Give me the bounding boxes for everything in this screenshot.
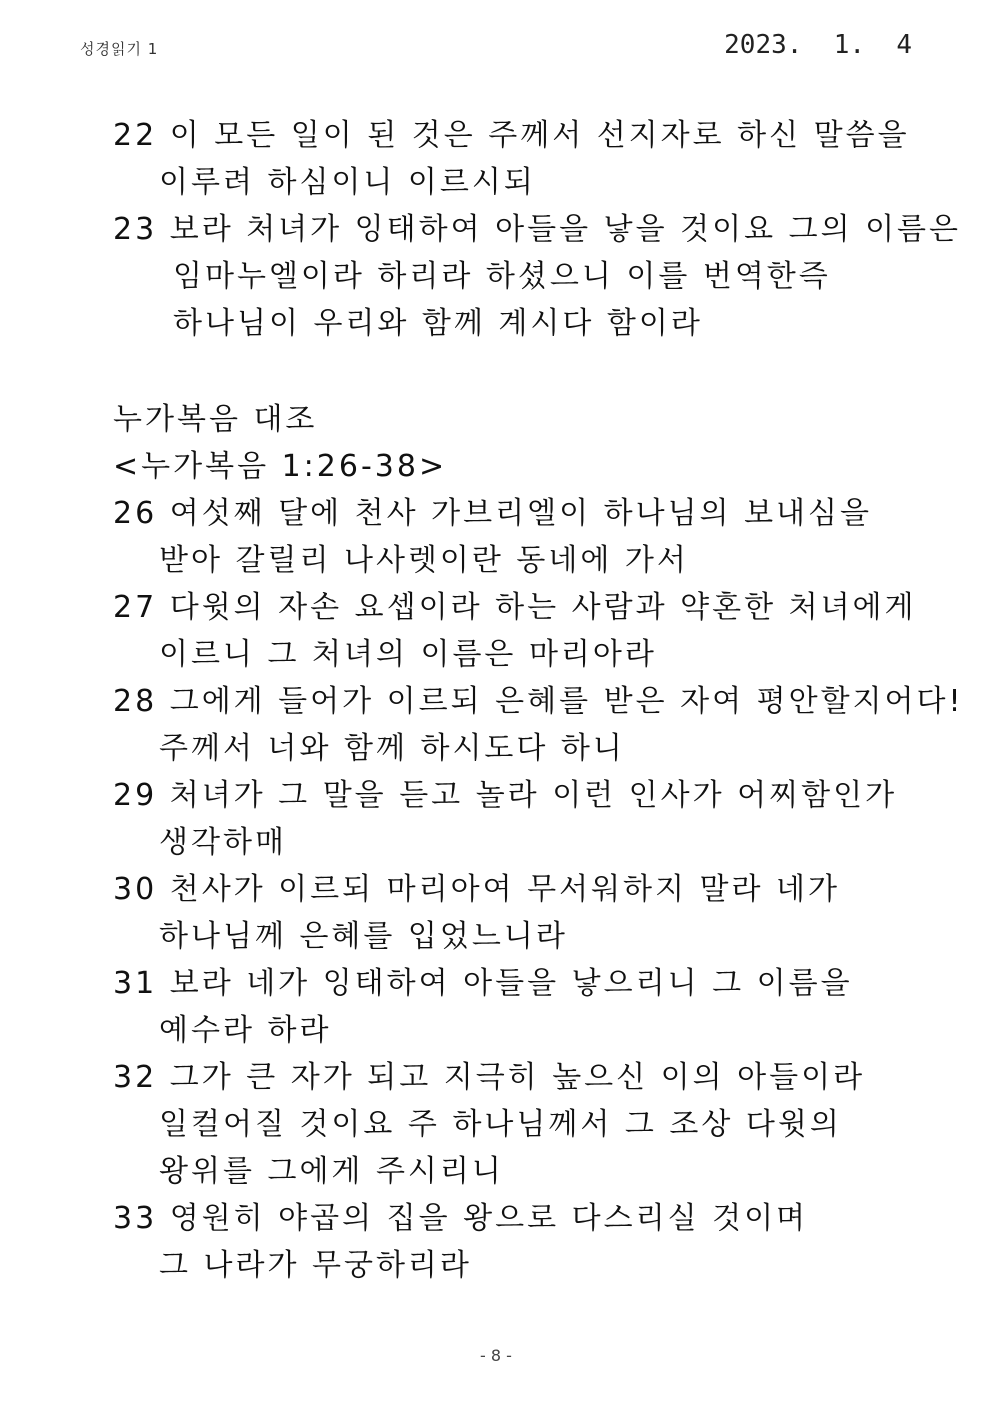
page-number: - 8 - bbox=[480, 1346, 512, 1365]
verse-22-line-2: 이루려 하심이니 이르시되 bbox=[159, 165, 536, 200]
luke-passage bbox=[113, 490, 964, 1289]
verse-27-line-2: 이르니 그 처녀의 이름은 마리아라 bbox=[159, 637, 657, 672]
verse-30-line-2: 하나님께 은혜를 입었느니라 bbox=[159, 919, 568, 954]
document-header-title: 성경읽기 1 bbox=[80, 40, 159, 58]
verse-26-line-2: 받아 갈릴리 나사렛이란 동네에 가서 bbox=[159, 543, 689, 578]
verse-23-line-3: 하나님이 우리와 함께 계시다 함이라 bbox=[173, 306, 703, 341]
verse-31-line-1: 31 보라 네가 잉태하여 아들을 낳으리니 그 이름을 bbox=[113, 966, 853, 1001]
verse-29-line-2: 생각하매 bbox=[159, 825, 287, 860]
verse-22-line-1: 22 이 모든 일이 된 것은 주께서 선지자로 하신 말씀을 bbox=[113, 118, 910, 153]
document-body bbox=[113, 112, 964, 1289]
document-header-date: 2023. 1. 4 bbox=[724, 30, 912, 60]
verse-28-line-2: 주께서 너와 함께 하시도다 하니 bbox=[159, 731, 625, 766]
verse-32-line-2: 일컬어질 것이요 주 하나님께서 그 조상 다윗의 bbox=[159, 1107, 842, 1142]
verse-29-line-1: 29 처녀가 그 말을 듣고 놀라 이런 인사가 어찌함인가 bbox=[113, 778, 898, 813]
verse-27-line-1: 27 다윗의 자손 요셉이라 하는 사람과 약혼한 처녀에게 bbox=[113, 590, 917, 625]
verse-32-line-1: 32 그가 큰 자가 되고 지극히 높으신 이의 아들이라 bbox=[113, 1060, 866, 1095]
verse-28-line-1: 28 그에게 들어가 이르되 은혜를 받은 자여 평안할지어다! bbox=[113, 684, 964, 719]
matthew-passage bbox=[113, 112, 962, 347]
section-spacer bbox=[113, 347, 933, 396]
verse-33-line-2: 그 나라가 무궁하리라 bbox=[159, 1248, 472, 1283]
verse-26-line-1: 26 여섯째 달에 천사 가브리엘이 하나님의 보내심을 bbox=[113, 496, 872, 531]
verse-23-line-2: 임마누엘이라 하리라 하셨으니 이를 번역한즉 bbox=[173, 259, 831, 294]
verse-23-line-1: 23 보라 처녀가 잉태하여 아들을 낳을 것이요 그의 이름은 bbox=[113, 212, 962, 247]
verse-31-line-2: 예수라 하라 bbox=[159, 1013, 332, 1048]
section-title: 누가복음 대조 bbox=[113, 402, 318, 437]
verse-30-line-1: 30 천사가 이르되 마리아여 무서워하지 말라 네가 bbox=[113, 872, 841, 907]
verse-32-line-3: 왕위를 그에게 주시리니 bbox=[159, 1154, 504, 1189]
verse-33-line-1: 33 영원히 야곱의 집을 왕으로 다스리실 것이며 bbox=[113, 1201, 809, 1236]
section-reference: <누가복음 1:26-38> bbox=[113, 449, 448, 484]
